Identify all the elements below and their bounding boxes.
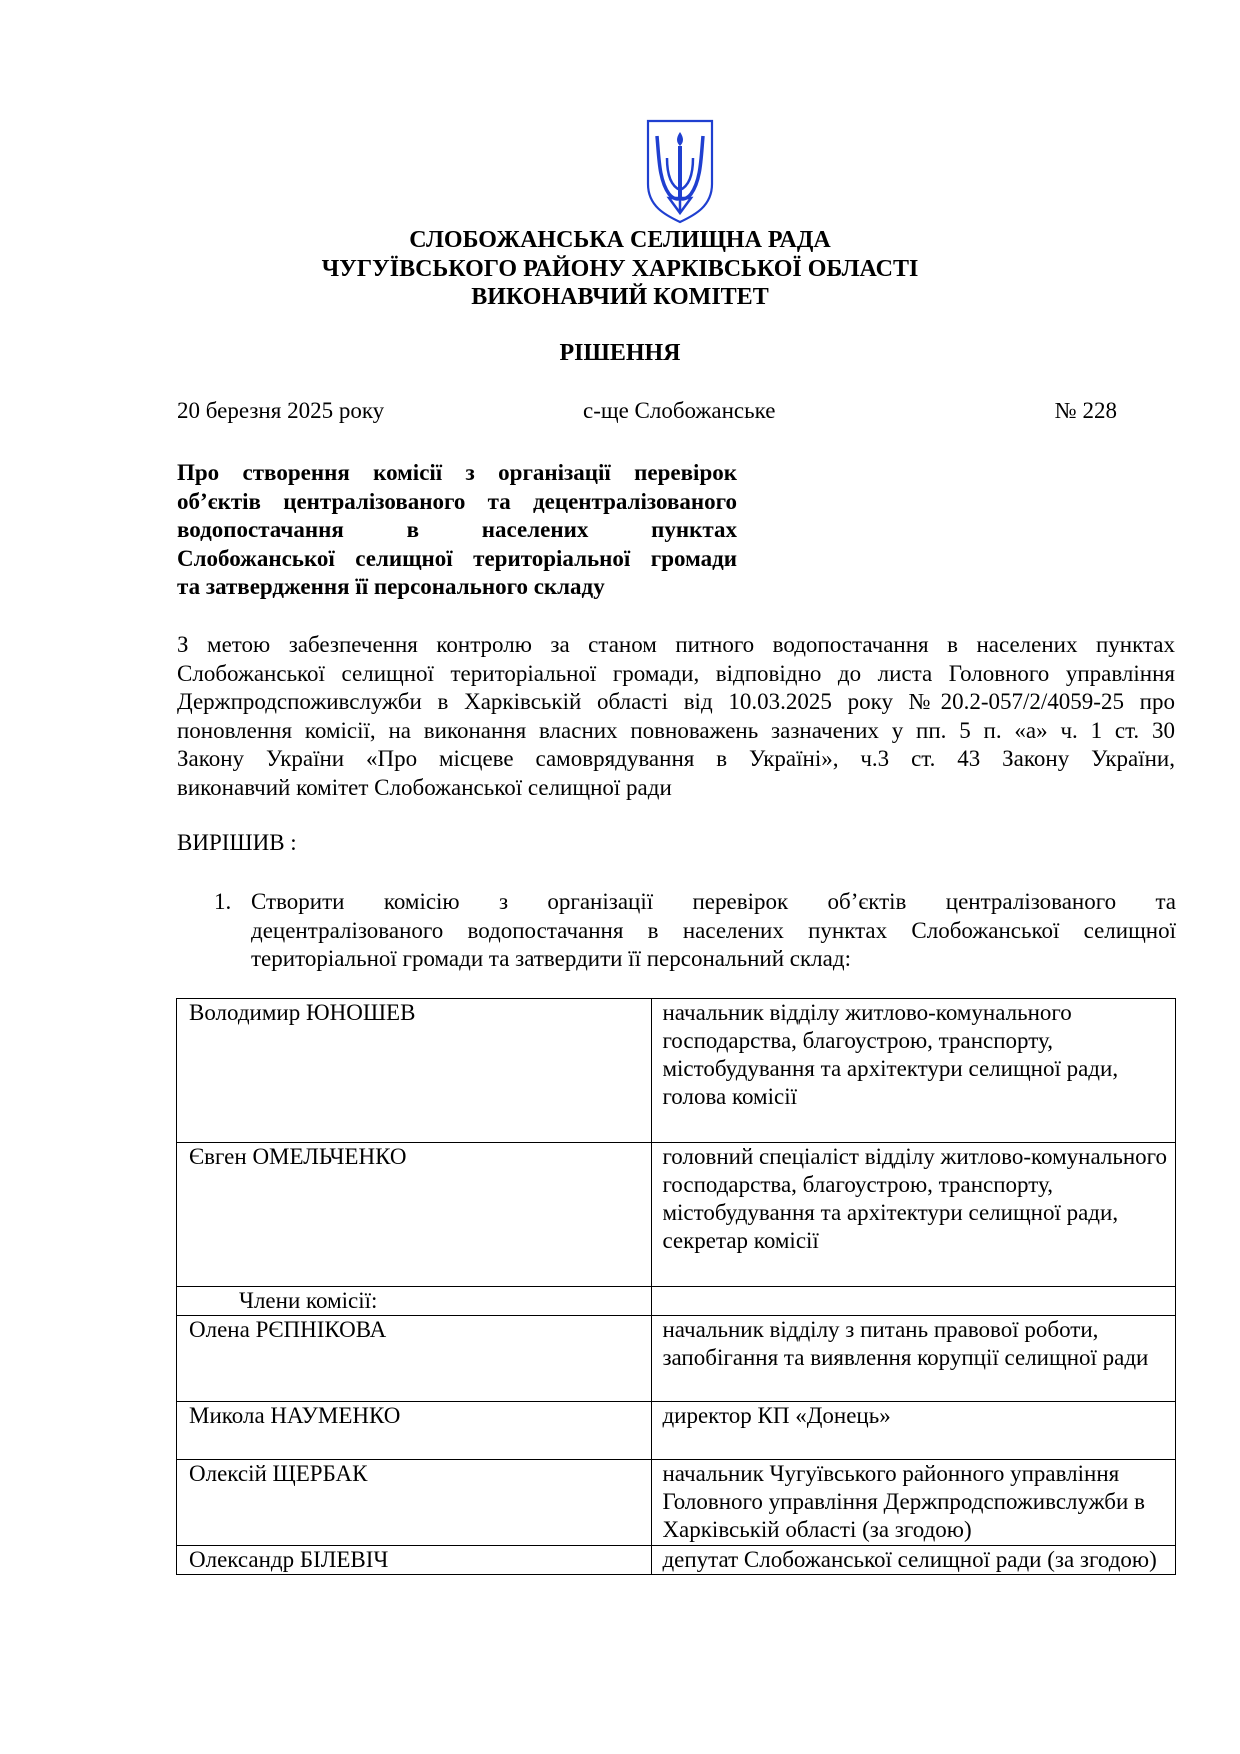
preamble-line: виконавчий комітет Слобожанської селищної ради (177, 774, 672, 800)
position-line: господарства, благоустрою, транспорту, (662, 1028, 1053, 1053)
member-position (652, 1316, 1176, 1402)
member-name: Володимир ЮНОШЕВ (177, 999, 652, 1143)
member-name: Євген ОМЕЛЬЧЕНКО (177, 1143, 652, 1287)
members-label: Члени комісії: (177, 1287, 652, 1316)
header-line-1: СЛОБОЖАНСЬКА СЕЛИЩНА РАДА (409, 227, 831, 253)
table-row (177, 1546, 1176, 1575)
document-number: № 228 (1054, 398, 1117, 423)
header-line-3: ВИКОНАВЧИЙ КОМІТЕТ (471, 284, 769, 310)
subject-line: водопостачання в населених пунктах (177, 517, 737, 542)
position-line: головний спеціаліст відділу житлово-комунального (662, 1144, 1167, 1169)
preamble-line: Держпродспоживслужби в Харківській області від 10.03.2025 року №20.2-057/2/4059-25 про (177, 689, 1175, 714)
position-line: господарства, благоустрою, транспорту, (662, 1172, 1053, 1197)
member-name: Олена РЄПНІКОВА (177, 1316, 652, 1402)
preamble-paragraph (177, 631, 1175, 802)
table-row (177, 1287, 1176, 1316)
preamble-line: З метою забезпечення контролю за станом питного водопостачання в населених пунктах (177, 632, 1175, 657)
document-subject (177, 459, 737, 602)
member-position (652, 1143, 1176, 1287)
coat-of-arms-icon (645, 118, 715, 224)
header-line-2: ЧУГУЇВСЬКОГО РАЙОНУ ХАРКІВСЬКОЇ ОБЛАСТІ (321, 256, 919, 282)
position-line: містобудування та архітектури селищної ради, (662, 1056, 1119, 1081)
subject-line: Про створення комісії з організації перевірок (177, 460, 737, 485)
table-row (177, 1402, 1176, 1460)
document-date: 20 березня 2025 року (177, 398, 385, 423)
position-line: голова комісії (662, 1084, 797, 1109)
table-row (177, 999, 1176, 1143)
table-row (177, 1460, 1176, 1546)
resolved-heading: ВИРІШИВ : (177, 830, 297, 855)
document-title: РІШЕННЯ (559, 340, 681, 366)
item-line: децентралізованого водопостачання в населених пунктах Слобожанської селищної (251, 917, 1176, 943)
item-line: Створити комісію з організації перевірок об’єктів централізованого та (251, 889, 1176, 914)
commission-members-table (176, 998, 1176, 1575)
item-line: територіальної громади та затвердити її персональний склад: (251, 946, 851, 971)
preamble-line: Закону України «Про місцеве самоврядування в Україні», ч.3 ст. 43 Закону України, (177, 746, 1175, 771)
table-row (177, 1316, 1176, 1402)
document-meta (177, 398, 1117, 428)
subject-line: Слобожанської селищної територіальної громади (177, 545, 737, 571)
preamble-line: поновлення комісії, на виконання власних повноважень зазначених у пп. 5 п. «а» ч. 1 ст. 30 (177, 717, 1175, 743)
member-name: Микола НАУМЕНКО (177, 1402, 652, 1460)
position-line: запобігання та виявлення корупції селищної ради (662, 1345, 1149, 1370)
member-position (652, 1460, 1176, 1546)
position-line: начальник Чугуївського районного управління (662, 1461, 1120, 1486)
member-position (652, 1402, 1176, 1460)
member-name: Олександр БІЛЕВІЧ (177, 1546, 652, 1575)
position-line: депутат Слобожанської селищної ради (за згодою) (662, 1547, 1157, 1572)
member-position (652, 999, 1176, 1143)
table-row (177, 1143, 1176, 1287)
item-number: 1. (214, 889, 232, 914)
position-line: містобудування та архітектури селищної ради, (662, 1200, 1119, 1225)
empty-cell (652, 1287, 1176, 1316)
position-line: секретар комісії (662, 1228, 819, 1253)
position-line: директор КП «Донець» (662, 1403, 891, 1428)
preamble-line: Слобожанської селищної територіальної громади, відповідно до листа Головного управління (177, 660, 1175, 686)
subject-line: та затвердження її персонального складу (177, 574, 605, 599)
member-position (652, 1546, 1176, 1575)
subject-line: об’єктів централізованого та децентралізованого (177, 488, 737, 514)
position-line: начальник відділу з питань правової роботи, (662, 1317, 1099, 1342)
document-place: с-ще Слобожанське (583, 398, 776, 423)
member-name: Олексій ЩЕРБАК (177, 1460, 652, 1546)
position-line: Головного управління Держпродспоживслужби в (662, 1489, 1145, 1514)
position-line: начальник відділу житлово-комунального (662, 1000, 1072, 1025)
position-line: Харківській області (за згодою) (662, 1517, 972, 1542)
item-text (251, 888, 1176, 974)
